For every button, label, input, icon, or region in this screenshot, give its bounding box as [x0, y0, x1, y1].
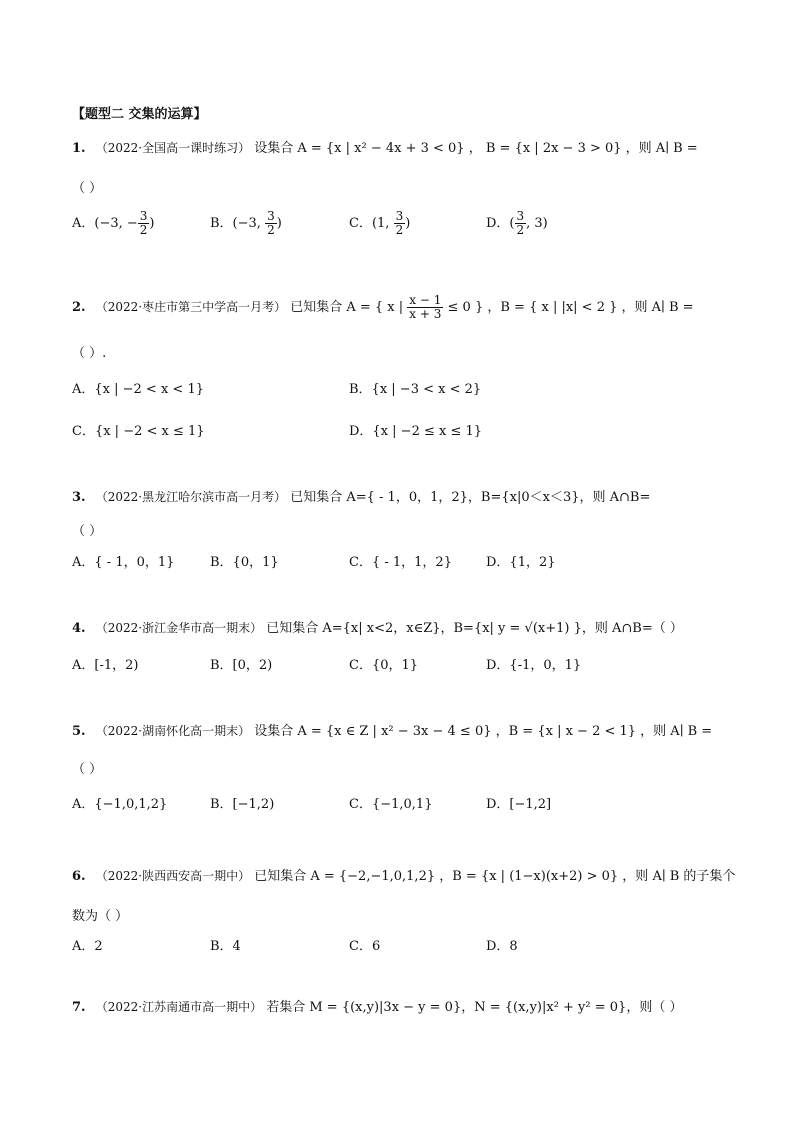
question-number: 7.	[72, 1000, 86, 1015]
question-source: （2022·浙江金华市高一期末）	[95, 621, 263, 635]
question-5	[72, 722, 712, 741]
question-3	[72, 488, 650, 507]
fraction: $\frac{x - 1}{x + 3}$	[409, 293, 442, 321]
option-b[interactable]: B．[0，2)	[210, 658, 273, 673]
question-2	[72, 294, 694, 321]
answer-blank: （ ）	[72, 181, 103, 196]
question-source: （2022·江苏南通市高一期中）	[95, 1000, 263, 1014]
option-c[interactable]: C．{0，1}	[349, 658, 419, 673]
question-7	[72, 998, 682, 1017]
question-number: 3.	[72, 490, 86, 505]
question-number: 1.	[72, 141, 86, 156]
question-1	[72, 139, 698, 158]
section-title: 【题型二 交集的运算】	[72, 107, 207, 122]
option-a[interactable]: A．(−3, − $\frac{3}{2}$ )	[72, 209, 155, 237]
question-stem: 已知集合 A={x| x<2，x∈Z}，B={x| y = √(x+1) }，则 A∩B=（ ）	[266, 621, 683, 636]
option-d[interactable]: D．[−1,2]	[486, 797, 552, 812]
option-a[interactable]: A．{−1,0,1,2}	[72, 797, 168, 812]
option-c[interactable]: C．6	[349, 939, 381, 954]
option-d[interactable]: D．{x | −2 ≤ x ≤ 1}	[349, 424, 483, 439]
question-number: 4.	[72, 621, 86, 636]
question-stem-cont: ≤ 0 } ，B = { x | |x| < 2 } ，则 A∣ B =	[447, 300, 694, 315]
question-source: （2022·陕西西安高一期中）	[95, 869, 251, 883]
option-b[interactable]: B．{0，1}	[210, 555, 279, 570]
question-4	[72, 619, 683, 638]
question-number: 2.	[72, 300, 86, 315]
question-number: 5.	[72, 724, 86, 739]
option-a[interactable]: A．{ - 1，0，1}	[72, 555, 175, 570]
option-c[interactable]: C．{x | −2 < x ≤ 1}	[72, 424, 205, 439]
question-stem: 已知集合 A={ - 1，0，1，2}，B={x|0＜x＜3}，则 A∩B=	[290, 490, 651, 505]
option-b[interactable]: B．{x | −3 < x < 2}	[349, 382, 482, 397]
option-c[interactable]: C．(1, $\frac{3}{2}$ )	[349, 209, 411, 237]
answer-blank: （ ）	[72, 524, 103, 539]
option-b[interactable]: B．[−1,2)	[210, 797, 275, 812]
option-a[interactable]: A．{x | −2 < x < 1}	[72, 382, 204, 397]
option-b[interactable]: B．(−3, $\frac{3}{2}$ )	[210, 209, 282, 237]
question-stem: 已知集合 A = { x |	[290, 300, 404, 315]
question-6	[72, 867, 735, 886]
answer-blank: （ ）.	[72, 346, 107, 361]
option-c[interactable]: C．{ - 1，1，2}	[349, 555, 452, 570]
option-a[interactable]: A．2	[72, 939, 103, 954]
answer-blank: （ ）	[72, 762, 103, 777]
option-b[interactable]: B．4	[210, 939, 241, 954]
option-d[interactable]: D．( $\frac{3}{2}$ , 3)	[486, 209, 548, 237]
question-source: （2022·枣庄市第三中学高一月考）	[95, 300, 287, 314]
question-stem-cont: 数为（ ）	[72, 909, 129, 924]
option-d[interactable]: D．{1，2}	[486, 555, 556, 570]
question-stem: 已知集合 A = {−2,−1,0,1,2} ，B = {x | (1−x)(x+2) > 0} ，则 A∣ B 的子集个	[254, 869, 736, 884]
question-source: （2022·黑龙江哈尔滨市高一月考）	[95, 490, 287, 504]
option-a[interactable]: A．[-1，2)	[72, 658, 139, 673]
question-stem-cont: B = {x | 2x − 3 > 0} ，则 A∣ B =	[485, 141, 698, 156]
question-stem: 设集合 A = {x ∈ Z | x² − 3x − 4 ≤ 0} ，B = {x | x − 2 < 1} ，则 A∣ B =	[254, 724, 713, 739]
option-c[interactable]: C．{−1,0,1}	[349, 797, 433, 812]
question-stem: 若集合 M = {(x,y)|3x − y = 0}，N = {(x,y)|x² + y² = 0}，则（ ）	[266, 1000, 683, 1015]
question-stem: 设集合 A = {x | x² − 4x + 3 < 0} ，	[254, 141, 482, 156]
question-number: 6.	[72, 869, 86, 884]
option-d[interactable]: D．8	[486, 939, 518, 954]
question-source: （2022·湖南怀化高一期末）	[95, 724, 251, 738]
option-d[interactable]: D．{-1，0，1}	[486, 658, 582, 673]
question-source: （2022·全国高一课时练习）	[95, 141, 251, 155]
